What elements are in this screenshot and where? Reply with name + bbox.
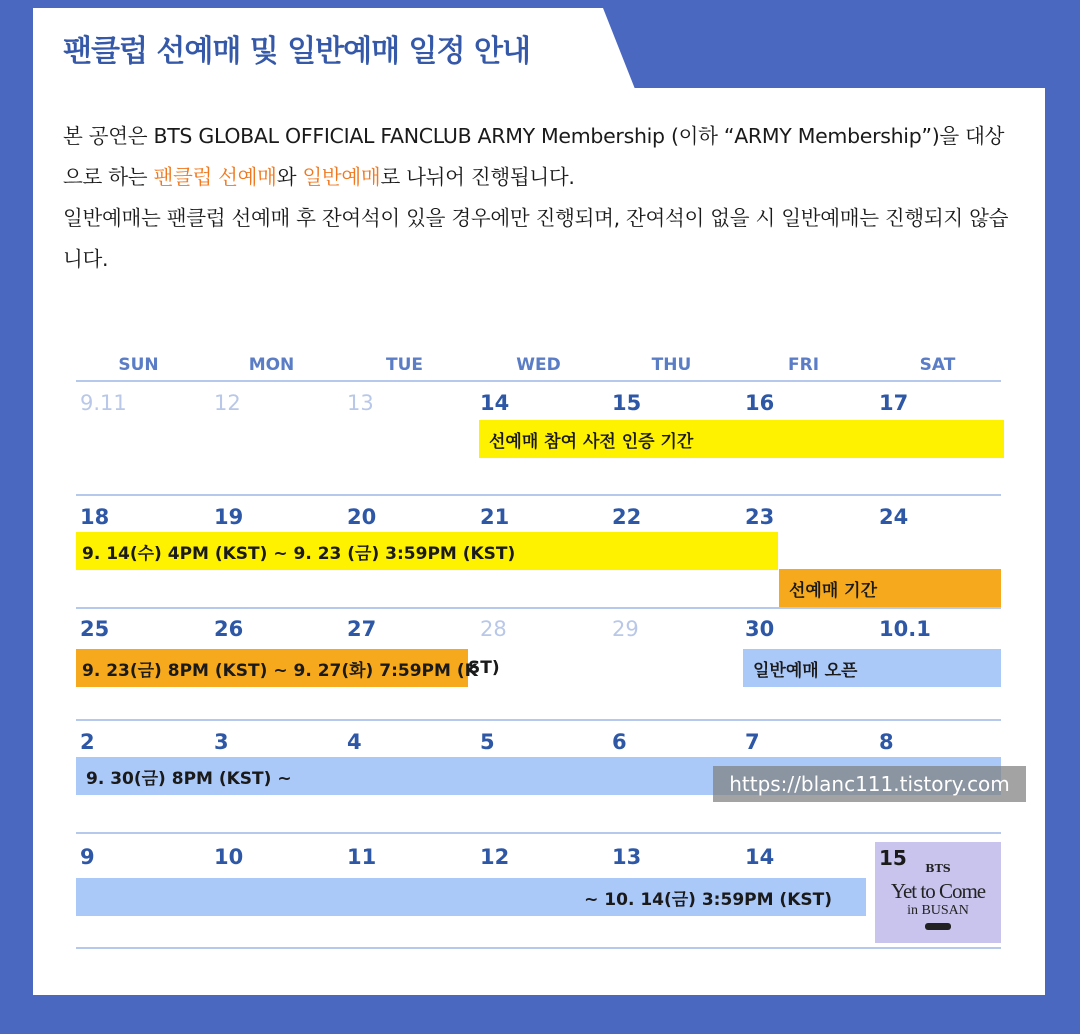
weekday-mon: MON [248,355,295,375]
date-cell: 6 [612,730,627,754]
date-cell: 18 [80,505,110,529]
row-divider [76,607,1001,609]
date-cell: 2 [80,730,95,754]
date-cell: 12 [214,391,241,415]
date-cell: 12 [480,845,510,869]
row-divider [76,832,1001,834]
event-presale-range-overflow: ST) [468,658,500,678]
poster-artist: BTS [925,862,951,875]
date-cell: 5 [480,730,495,754]
highlight-fanclub-presale: 팬클럽 선예매 [153,165,277,189]
date-cell: 19 [214,505,244,529]
date-cell: 14 [480,391,510,415]
weekday-fri: FRI [787,355,820,375]
date-cell: 4 [347,730,362,754]
date-cell: 14 [745,845,775,869]
date-cell: 26 [214,617,244,641]
date-cell: 27 [347,617,377,641]
date-cell: 9.11 [80,391,127,415]
poster-date: 15 [879,846,907,870]
date-cell: 22 [612,505,642,529]
date-cell: 8 [879,730,894,754]
date-cell: 30 [745,617,775,641]
date-cell: 3 [214,730,229,754]
weekday-thu: THU [651,355,692,375]
date-cell: 21 [480,505,510,529]
date-cell: 13 [347,391,374,415]
page-title: 팬클럽 선예매 및 일반예매 일정 안내 [63,34,530,69]
date-cell: 17 [879,391,909,415]
poster-badge [925,923,951,930]
concert-poster [875,842,1001,943]
weekday-wed: WED [516,355,561,375]
date-cell: 10 [214,845,244,869]
date-cell: 7 [745,730,760,754]
intro-paragraph-2: 일반예매는 팬클럽 선예매 후 잔여석이 있을 경우에만 진행되며, 잔여석이 없을 시 일반예매는 진행되지 않습니다. [63,206,1009,271]
weekday-tue: TUE [385,355,423,375]
date-cell: 20 [347,505,377,529]
poster-title: Yet to Come [890,879,986,903]
date-cell: 29 [612,617,639,641]
event-auth-period: 선예매 참여 사전 인증 기간 [479,420,1004,458]
event-general-start: 9. 30(금) 8PM (KST) ~ [76,757,1001,795]
date-cell: 10.1 [879,617,931,641]
date-cell: 13 [612,845,642,869]
weekday-sat: SAT [919,355,956,375]
row-divider [76,719,1001,721]
weekday-sun: SUN [118,355,159,375]
event-general-end: ~ 10. 14(금) 3:59PM (KST) [76,878,866,916]
event-auth-range: 9. 14(수) 4PM (KST) ~ 9. 23 (금) 3:59PM (KST) [76,532,778,570]
row-divider [76,380,1001,382]
poster-subtitle: in BUSAN [907,903,969,918]
event-general-open: 일반예매 오픈 [743,649,1001,687]
date-cell: 24 [879,505,909,529]
date-cell: 15 [612,391,642,415]
date-cell: 25 [80,617,110,641]
intro-text [63,116,1023,280]
date-cell: 9 [80,845,95,869]
date-cell: 23 [745,505,775,529]
intro-paragraph-1: 본 공연은 BTS GLOBAL OFFICIAL FANCLUB ARMY Membership (이하 “ARMY Membership”)을 대상으로 하는 팬클럽 선예매와 일반예매로 나뉘어 진행됩니다. [63,124,1005,189]
row-divider [76,494,1001,496]
date-cell: 28 [480,617,507,641]
watermark: https://blanc111.tistory.com [713,766,1026,802]
date-cell: 16 [745,391,775,415]
row-divider [76,947,1001,949]
date-cell: 11 [347,845,377,869]
event-presale-label: 선예매 기간 [779,569,1001,607]
event-presale-range: 9. 23(금) 8PM (KST) ~ 9. 27(화) 7:59PM (K [76,649,468,687]
highlight-general-sale: 일반예매 [302,165,381,189]
